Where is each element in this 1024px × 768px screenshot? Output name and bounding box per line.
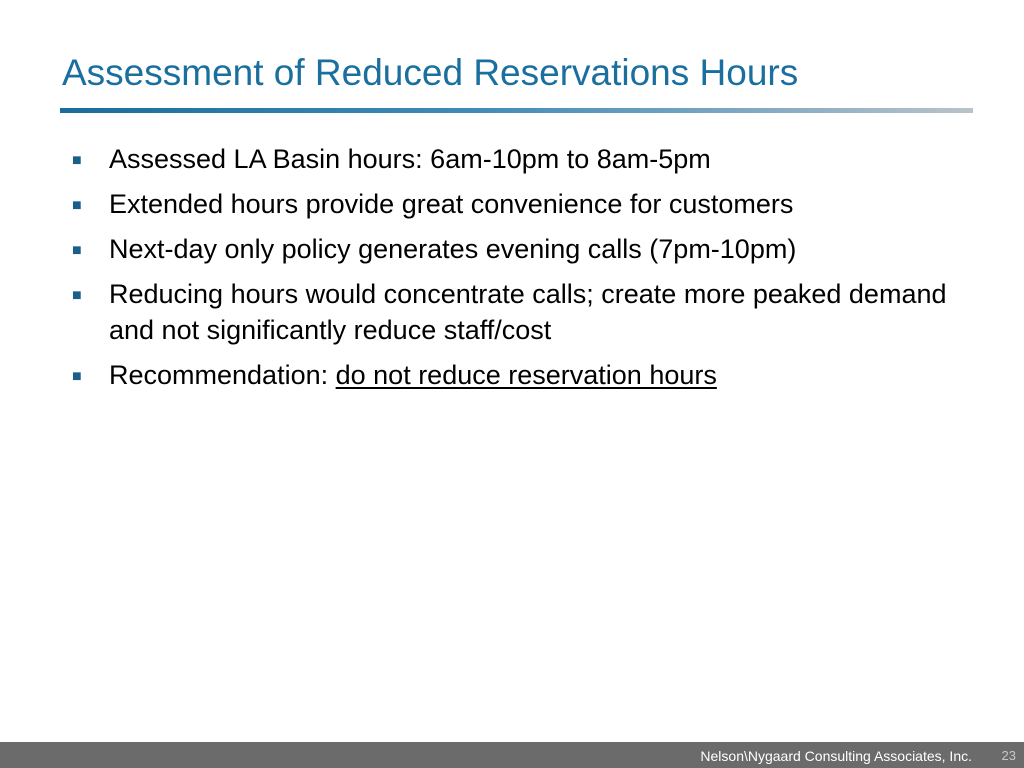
slide-title: Assessment of Reduced Reservations Hours — [62, 52, 799, 93]
bullet-item — [72, 186, 972, 222]
bullet-text: Reducing hours would concentrate calls; create more peaked demand and not significantly reduce staff/cost — [109, 279, 947, 345]
bullet-item — [72, 231, 972, 267]
bullet-text: Next-day only policy generates evening calls (7pm-10pm) — [109, 234, 797, 264]
bullet-text: Extended hours provide great convenience for customers — [109, 189, 794, 219]
recommendation-label: Recommendation: — [109, 360, 336, 390]
square-bullet-icon: ■ — [72, 287, 82, 304]
square-bullet-icon: ■ — [72, 368, 82, 385]
bullet-item — [72, 276, 972, 348]
recommendation-text: do not reduce reservation hours — [335, 360, 717, 390]
bullet-item-recommendation — [72, 357, 972, 393]
bullet-text: Assessed LA Basin hours: 6am-10pm to 8am-5pm — [109, 144, 711, 174]
square-bullet-icon: ■ — [72, 242, 82, 259]
bullet-list — [72, 141, 972, 402]
title-divider — [60, 108, 973, 113]
square-bullet-icon: ■ — [72, 152, 82, 169]
square-bullet-icon: ■ — [72, 197, 82, 214]
footer-bar — [0, 742, 1024, 768]
bullet-item — [72, 141, 972, 177]
page-number: 23 — [1001, 748, 1016, 763]
footer-company: Nelson\Nygaard Consulting Associates, Inc. — [700, 748, 972, 764]
